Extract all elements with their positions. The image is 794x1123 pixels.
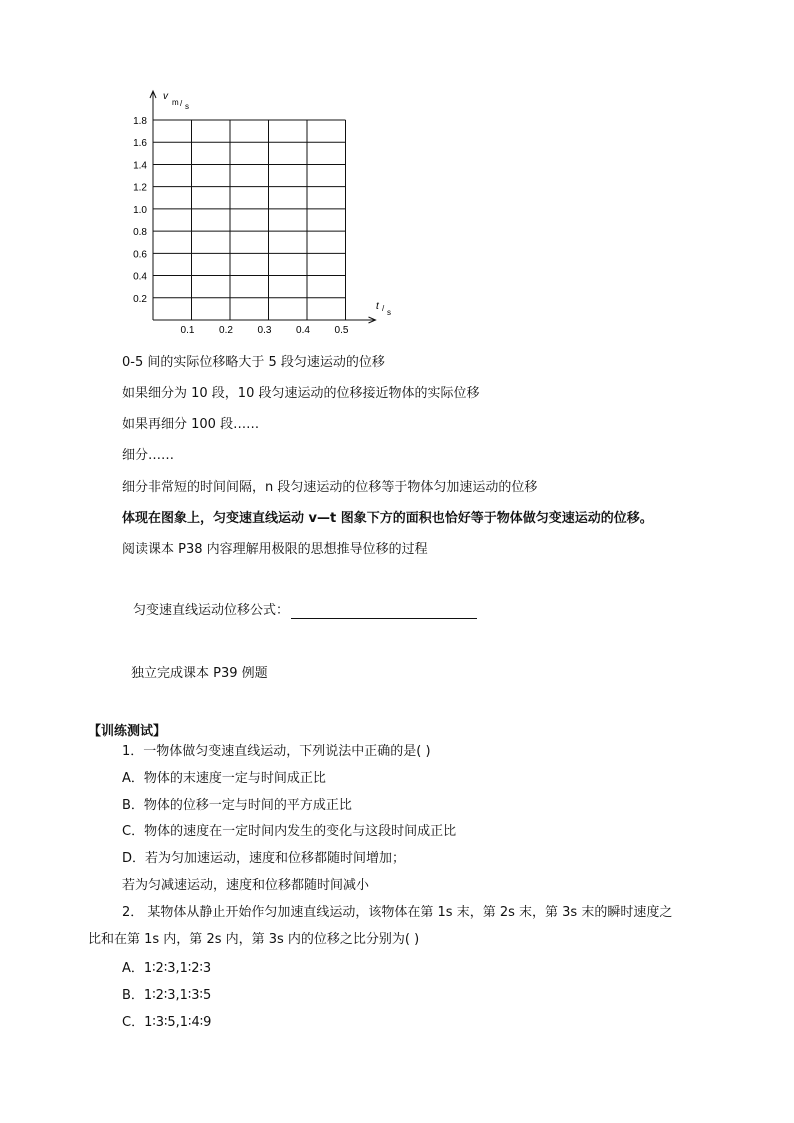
q2-stem-line1: 2． 某物体从静止开始作匀加速直线运动，该物体在第 1s 末，第 2s 末，第 3s 末的瞬时速度之: [122, 905, 673, 920]
formula-line: [133, 603, 477, 619]
y-tick-label: 1.2: [133, 182, 147, 194]
formula-blank[interactable]: [291, 604, 477, 619]
line-n-segments: 细分非常短的时间间隔，n 段匀速运动的位移等于物体匀加速运动的位移: [122, 480, 538, 495]
q1-option-b: B．物体的位移一定与时间的平方成正比: [122, 798, 352, 813]
x-axis-unit: s: [387, 308, 391, 317]
y-axis-v: v: [163, 91, 168, 102]
y-tick-label: 0.4: [133, 271, 147, 283]
x-tick-label: 0.2: [219, 325, 233, 336]
line-read-textbook: 阅读课本 P38 内容理解用极限的思想推导位移的过程: [122, 542, 428, 557]
x-tick-label: 0.4: [296, 325, 310, 336]
y-tick-label: 1.8: [133, 116, 147, 127]
line-actual-displacement: 0-5 间的实际位移略大于 5 段匀速运动的位移: [122, 355, 385, 370]
y-axis-unit-den: s: [185, 102, 189, 111]
x-tick-labels: [181, 325, 349, 336]
line-graph-area: 体现在图象上，匀变速直线运动 v—t 图象下方的面积也恰好等于物体做匀变速运动的位移。: [122, 511, 653, 526]
line-ten-segments: 如果细分为 10 段，10 段匀速运动的位移接近物体的实际位移: [122, 386, 480, 401]
y-tick-labels: [133, 116, 147, 305]
section-heading: 【训练测试】: [88, 724, 167, 739]
line-hundred-segments: 如果再细分 100 段……: [122, 417, 260, 432]
q1-option-d-line1: D．若为匀加速运动，速度和位移都随时间增加；: [122, 851, 406, 866]
q1-option-c: C．物体的速度在一定时间内发生的变化与这段时间成正比: [122, 824, 457, 839]
example-line: 独立完成课本 P39 例题: [131, 666, 268, 681]
y-tick-label: 0.8: [133, 227, 147, 239]
formula-label: 匀变速直线运动位移公式：: [133, 603, 290, 618]
x-axis-slash: /: [382, 304, 385, 313]
q1-option-a: A．物体的末速度一定与时间成正比: [122, 771, 326, 786]
x-tick-label: 0.1: [180, 325, 195, 336]
grid-lines: [153, 120, 346, 320]
line-subdivide: 细分……: [122, 448, 175, 463]
y-tick-label: 0.2: [133, 293, 147, 305]
q2-option-a: A．1∶2∶3,1∶2∶3: [122, 961, 212, 976]
q2-option-b: B．1∶2∶3,1∶3∶5: [122, 988, 212, 1003]
y-axis-unit-num: m: [172, 98, 179, 107]
q1-stem: 1．一物体做匀变速直线运动，下列说法中正确的是( ): [122, 744, 431, 759]
x-axis-t: t: [376, 301, 379, 312]
x-tick-label: 0.3: [257, 325, 272, 336]
y-axis-label: [163, 91, 189, 111]
y-tick-label: 0.6: [133, 249, 147, 261]
q1-option-d-line2: 若为匀减速运动，速度和位移都随时间减小: [122, 878, 370, 893]
y-tick-label: 1.6: [133, 138, 147, 150]
axes: [150, 91, 376, 323]
y-tick-label: 1.4: [133, 160, 147, 172]
y-tick-label: 1.0: [133, 204, 147, 216]
q2-stem-line2: 比和在第 1s 内，第 2s 内，第 3s 内的位移之比分别为( ): [88, 932, 420, 947]
vt-grid-chart: [110, 85, 410, 345]
x-axis-label: [376, 301, 391, 317]
x-tick-label: 0.5: [334, 325, 349, 336]
y-axis-slash: /: [180, 99, 183, 108]
q2-option-c: C．1∶3∶5,1∶4∶9: [122, 1015, 212, 1030]
